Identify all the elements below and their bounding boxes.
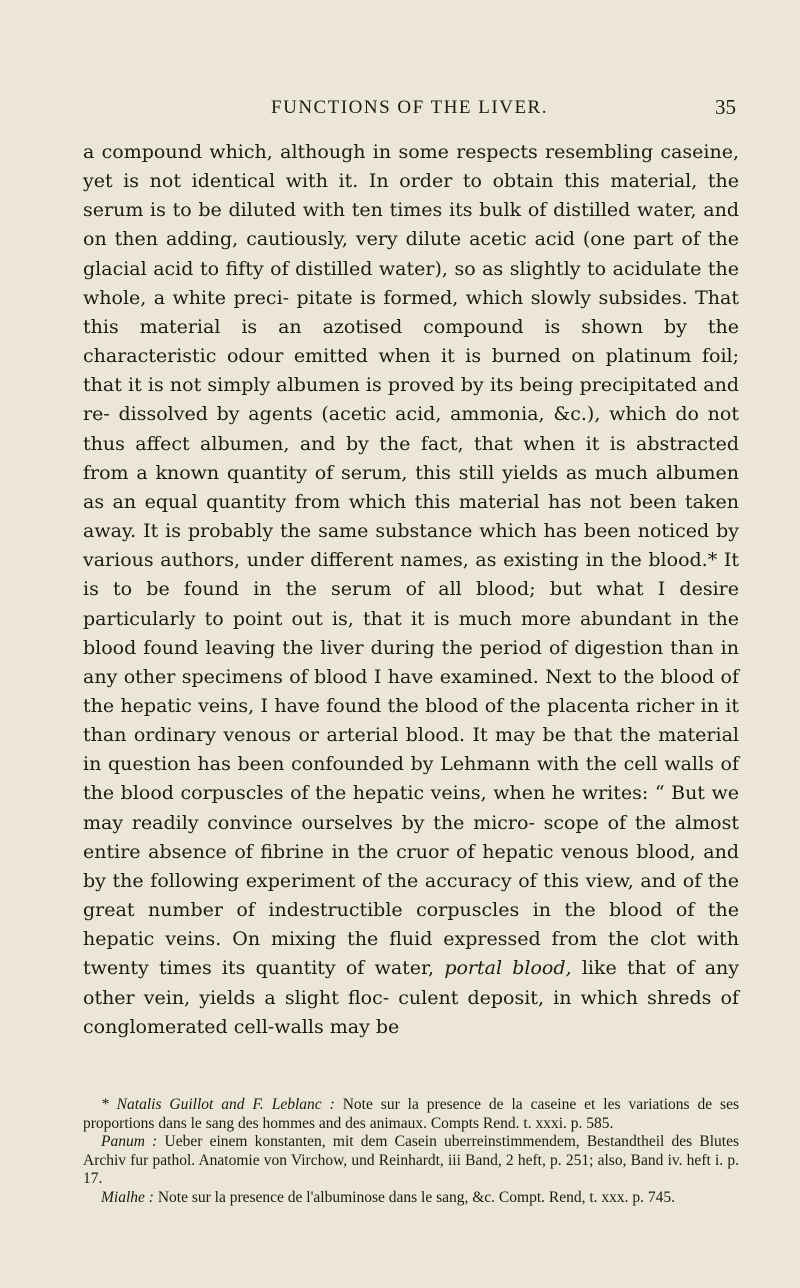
footnotes [83, 1096, 739, 1208]
footnote-text: Note sur la presence de la caseine et les variations de ses proportions dans le sang des hommes and des animaux. Compts Rend. t. xxxi. p. 585. [83, 1096, 740, 1132]
footnote-mialhe [83, 1189, 739, 1208]
body-paragraph [83, 138, 739, 1042]
page-number: 35 [715, 95, 736, 119]
body-text-main: a compound which, although in some respects resembling caseine, yet is not identical with it. In order to obtain this material, the serum is to be diluted with ten times its bulk of distilled water, and on then adding, cautiously, very dilute acetic acid (one part of the glacial acid to fifty of distilled water), so as slightly to acidulate the whole, a white preci- pitate is formed, which slowly subsides. That this material is an azotised compound is shown by the characteristic odour emitted when it is burned on platinum foil; that it is not simply albumen is proved by its being precipitated and re- dissolved by agents (acetic acid, ammonia, &c.), which do not thus affect albumen, and by the fact, that when it is abstracted from a known quantity of serum, this still yields as much albumen as an equal quantity from which this material has not been taken away. It is probably the same substance which has been noticed by various authors, under different names, as existing in the blood.* It is to be found in the serum of all blood; but what I desire particularly to point out is, that it is much more abundant in the blood found leaving the liver during the period of digestion than in any other specimens of blood I have examined. Next to the blood of the hepatic veins, I have found the blood of the placenta richer in it than ordinary venous or arterial blood. It may be that the material in question has been confounded by Lehmann with the cell walls of the blood corpuscles of the hepatic veins, when he writes: “ But we may readily convince ourselves by the micro- scope of the almost entire absence of fibrine in the cruor of hepatic venous blood, and by the following experiment of the accuracy of this view, and of the great number of indestructible corpuscles in the blood of the hepatic veins. On mixing the fluid expressed from the clot with twenty times its quantity of water, [83, 141, 739, 980]
body-text-end: like that of any other vein, yields a slight floc- culent deposit, in which shreds of conglomerated cell-walls may be [83, 957, 740, 1038]
footnote-guillot [83, 1096, 739, 1133]
footnote-text: Ueber einem konstanten, mit dem Casein uberreinstimmendem, Bestandtheil des Blutes Archiv fur pathol. Anatomie von Virchow, und Reinhardt, iii Band, 2 heft, p. 251; also, Band iv. heft i. p. 17. [83, 1133, 740, 1188]
footnote-text: Note sur la presence de l'albuminose dans le sang, &c. Compt. Rend, t. xxx. p. 745. [157, 1188, 676, 1206]
footnote-author: Panum : [101, 1133, 158, 1151]
footnote-author: Mialhe : [101, 1188, 154, 1206]
running-head: FUNCTIONS OF THE LIVER. [271, 97, 548, 118]
footnote-panum [83, 1133, 739, 1189]
body-text-italic: portal blood, [444, 957, 572, 980]
page-header [83, 97, 736, 127]
footnote-author: * Natalis Guillot and F. Leblanc : [101, 1096, 335, 1113]
